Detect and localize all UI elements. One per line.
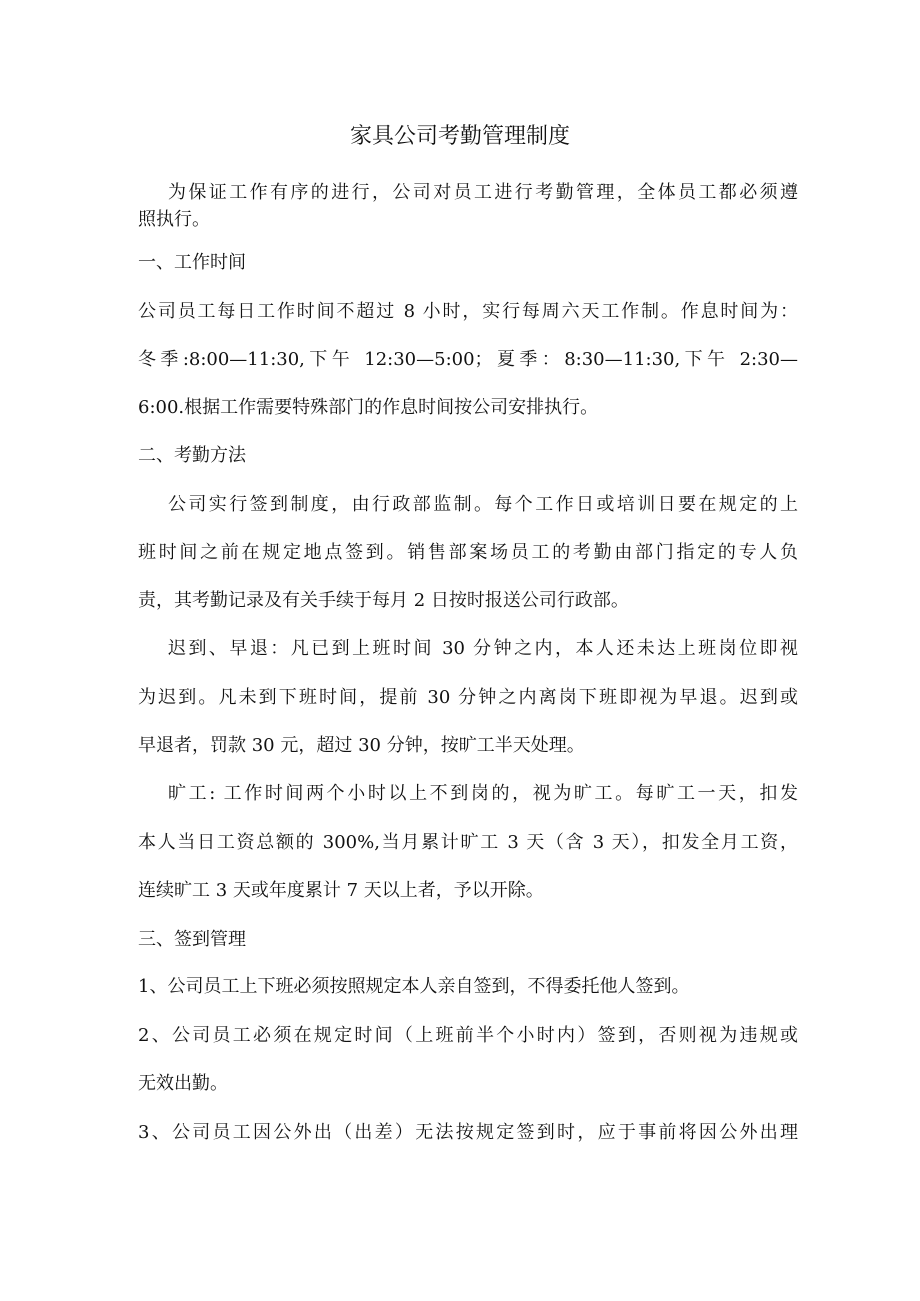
section-2-para-2-line-2: 为迟到。凡未到下班时间，提前 30 分钟之内离岗下班即视为早退。迟到或 [138, 687, 798, 708]
section-1-line-2: 冬季:8:00—11:30,下午 12:30—5:00；夏季：8:30—11:30,下午 2:30— [138, 349, 798, 370]
section-3-item-3: 3、公司员工因公外出（出差）无法按规定签到时，应于事前将因公外出理 [138, 1122, 798, 1143]
intro-line-1: 为保证工作有序的进行，公司对员工进行考勤管理，全体员工都必须遵 [168, 182, 798, 203]
section-2-para-3-line-3: 连续旷工 3 天或年度累计 7 天以上者，予以开除。 [138, 880, 544, 901]
section-2-para-3-line-2: 本人当日工资总额的 300%,当月累计旷工 3 天（含 3 天），扣发全月工资， [138, 832, 798, 853]
section-2-para-1-line-1: 公司实行签到制度，由行政部监制。每个工作日或培训日要在规定的上 [168, 494, 798, 515]
section-2-para-2-line-1: 迟到、早退：凡已到上班时间 30 分钟之内，本人还未达上班岗位即视 [168, 638, 798, 659]
section-3-heading: 三、签到管理 [138, 929, 246, 950]
section-1-heading: 一、工作时间 [138, 252, 246, 273]
section-1-line-3: 6:00.根据工作需要特殊部门的作息时间按公司安排执行。 [138, 397, 599, 418]
section-2-para-1-line-2: 班时间之前在规定地点签到。销售部案场员工的考勤由部门指定的专人负 [138, 542, 798, 563]
section-2-para-3-line-1: 旷工: 工作时间两个小时以上不到岗的，视为旷工。每旷工一天，扣发 [168, 783, 798, 804]
intro-line-2: 照执行。 [138, 209, 210, 230]
section-3-item-2-line-2: 无效出勤。 [138, 1073, 228, 1094]
section-3-item-2-line-1: 2、公司员工必须在规定时间（上班前半个小时内）签到，否则视为违规或 [138, 1025, 798, 1046]
document-title: 家具公司考勤管理制度 [349, 124, 570, 149]
section-2-para-1-line-3: 责，其考勤记录及有关手续于每月 2 日按时报送公司行政部。 [138, 590, 629, 611]
section-1-line-1: 公司员工每日工作时间不超过 8 小时，实行每周六天工作制。作息时间为： [138, 301, 798, 322]
section-2-heading: 二、考勤方法 [138, 445, 246, 466]
section-2-para-2-line-3: 早退者，罚款 30 元，超过 30 分钟，按旷工半天处理。 [138, 735, 585, 756]
section-3-item-1: 1、公司员工上下班必须按照规定本人亲自签到，不得委托他人签到。 [138, 976, 690, 997]
